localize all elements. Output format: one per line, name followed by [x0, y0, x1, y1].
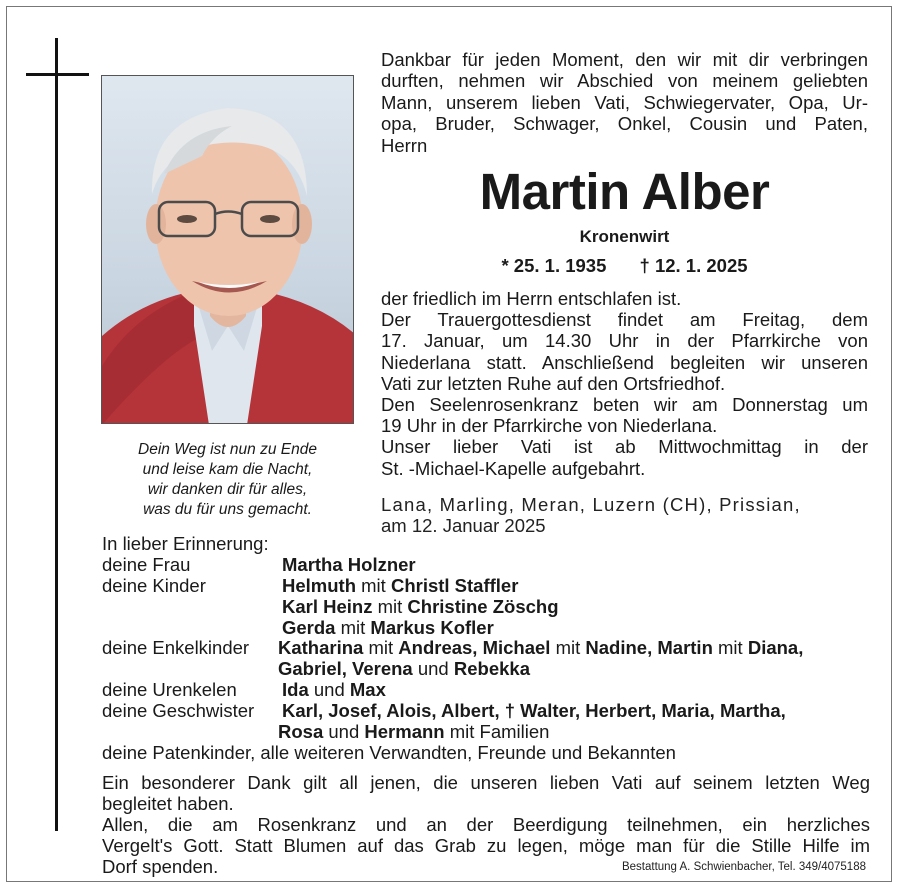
intro-line: Dankbar für jeden Moment, den wir mit dir verbringen [381, 49, 868, 70]
child-entry: Gerda mit Markus Kofler [282, 616, 494, 638]
family-list [102, 534, 872, 764]
intro-text [381, 49, 868, 156]
body-line: Den Seelenrosenkranz beten wir am Donnerstag um [381, 394, 868, 416]
grandchildren-label: deine Enkelkinder [102, 637, 250, 659]
great-grandchildren-entry: Ida und Max [282, 679, 386, 701]
siblings-entry: Rosa und Hermann mit Familien [278, 721, 550, 743]
place-date [381, 494, 868, 536]
wife-label: deine Frau [102, 553, 191, 575]
poem-line: Dein Weg ist nun zu Ende [138, 441, 317, 458]
poem-line: und leise kam die Nacht, [142, 461, 313, 478]
family-heading: In lieber Erinnerung: [102, 533, 269, 554]
poem-line: wir danken dir für alles, [147, 481, 308, 498]
child-entry: Helmuth mit Christl Staffler [282, 574, 519, 596]
body-line: Der Trauergottesdienst findet am Freitag, dem [381, 309, 868, 331]
siblings-label: deine Geschwister [102, 700, 255, 722]
wife-name: Martha Holzner [282, 553, 416, 575]
intro-line: Mann, unserem lieben Vati, Schwiegervater, Opa, Ur- [381, 91, 868, 113]
intro-line: opa, Bruder, Schwager, Onkel, Cousin und Paten, [381, 113, 868, 135]
body-line: Vati zur letzten Ruhe auf den Ortsfriedhof. [381, 372, 726, 394]
closing-line: Allen, die am Rosenkranz und an der Beerdigung teilnehmen, ein herzliches [102, 813, 870, 835]
siblings-entry: Karl, Josef, Alois, Albert, † Walter, Herbert, Maria, Martha, [282, 700, 786, 722]
grandchildren-entry: Katharina mit Andreas, Michael mit Nadine, Martin mit Diana, [278, 637, 804, 659]
closing-line: begleitet haben. [102, 792, 234, 814]
cross-icon [55, 38, 58, 831]
closing-line: Ein besonderer Dank gilt all jenen, die unseren lieben Vati auf seinem letzten Weg [102, 772, 870, 793]
service-details [381, 288, 868, 479]
body-line: Unser lieber Vati ist ab Mittwochmittag in der [381, 436, 868, 458]
body-line: der friedlich im Herrn entschlafen ist. [381, 288, 682, 309]
grandchildren-entry: Gabriel, Verena und Rebekka [278, 658, 530, 680]
death-date: † 12. 1. 2025 [639, 255, 748, 276]
deceased-name: Martin Alber [479, 163, 770, 220]
cross-icon-bar [26, 73, 89, 76]
body-line: 17. Januar, um 14.30 Uhr in der Pfarrkirche von [381, 330, 868, 352]
body-line: St. -Michael-Kapelle aufgebahrt. [381, 457, 646, 479]
birth-date: * 25. 1. 1935 [501, 255, 607, 276]
body-line: Niederlana statt. Anschließend begleiten wir unseren [381, 351, 868, 373]
closing-line: Vergelt's Gott. Statt Blumen auf das Grab zu legen, möge man für die Stille Hilfe im [102, 834, 870, 856]
intro-line: Herrn [381, 134, 428, 156]
deceased-subtitle: Kronenwirt [579, 227, 670, 246]
poem-line: was du für uns gemacht. [143, 501, 312, 518]
poem [101, 440, 354, 520]
portrait-photo [101, 75, 354, 424]
date-line: am 12. Januar 2025 [381, 515, 546, 537]
life-dates [381, 255, 868, 277]
closing-line: Dorf spenden. [102, 855, 219, 877]
child-entry: Karl Heinz mit Christine Zöschg [282, 595, 559, 617]
funeral-home-contact: Bestattung A. Schwienbacher, Tel. 349/4075188 [621, 861, 866, 873]
intro-line: durften, nehmen wir Abschied von meinem geliebten [381, 70, 868, 92]
children-label: deine Kinder [102, 574, 206, 596]
body-line: 19 Uhr in der Pfarrkirche von Niederlana. [381, 415, 718, 437]
godchildren-line: deine Patenkinder, alle weiteren Verwandten, Freunde und Bekannten [102, 741, 676, 763]
place-line: Lana, Marling, Meran, Luzern (CH), Prissian, [381, 494, 801, 515]
great-grandchildren-label: deine Urenkelen [102, 679, 237, 701]
